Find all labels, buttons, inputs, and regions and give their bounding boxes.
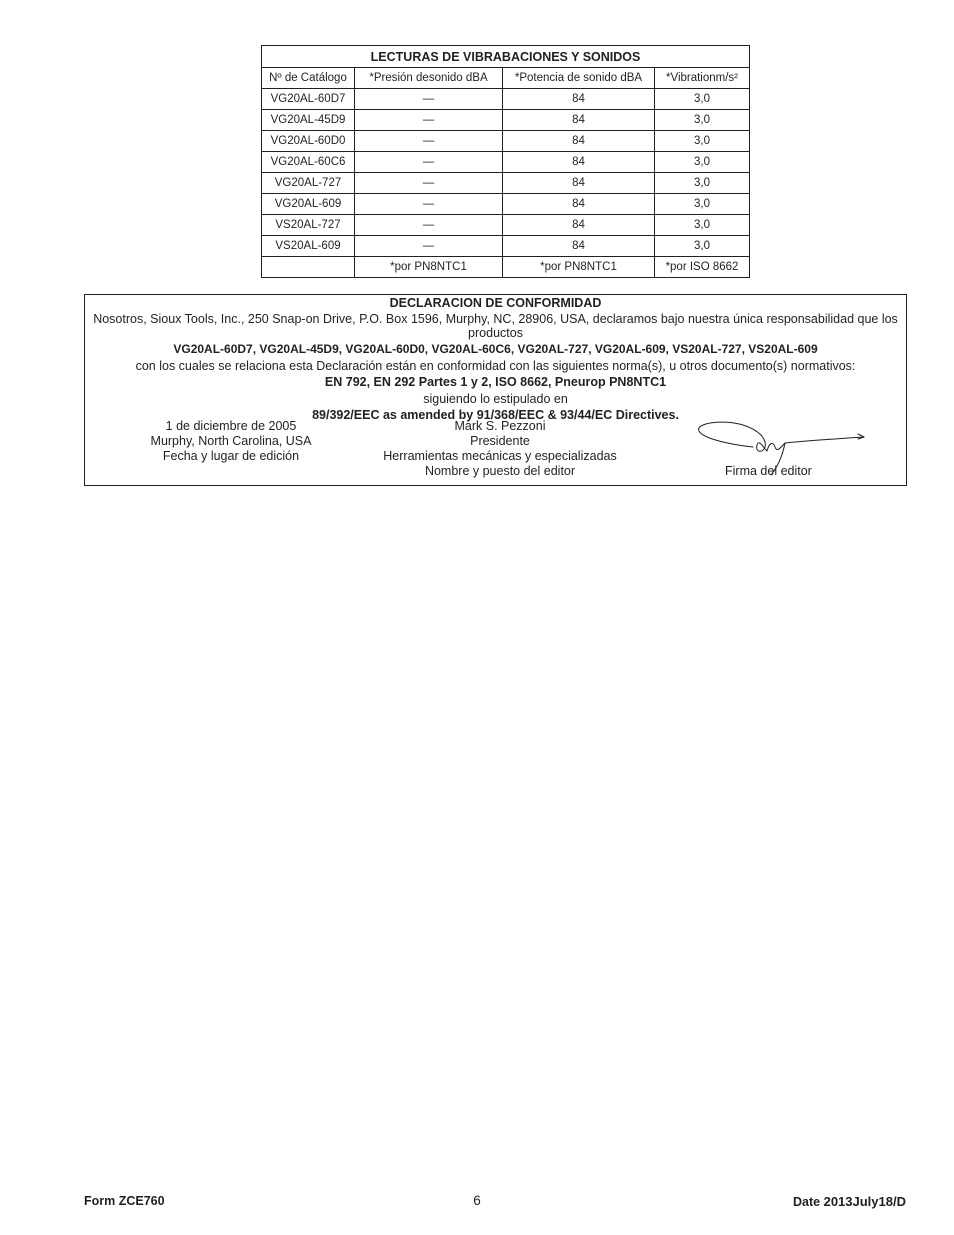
table-row [262, 173, 750, 194]
cell-power: 84 [503, 131, 655, 152]
cell-catalog: VG20AL-60C6 [262, 152, 355, 173]
cell-power: 84 [503, 173, 655, 194]
table-row [262, 131, 750, 152]
table-row [262, 89, 750, 110]
footer-power-standard: *por PN8NTC1 [503, 257, 655, 278]
cell-power: 84 [503, 110, 655, 131]
cell-pressure: — [355, 110, 503, 131]
cell-catalog: VG20AL-609 [262, 194, 355, 215]
cell-pressure: — [355, 194, 503, 215]
table-row [262, 194, 750, 215]
cell-catalog: VS20AL-727 [262, 215, 355, 236]
cell-power: 84 [503, 236, 655, 257]
signature-label: Firma del editor [725, 464, 812, 478]
table-row [262, 236, 750, 257]
cell-power: 84 [503, 215, 655, 236]
table-row [262, 215, 750, 236]
declaration-models: VG20AL-60D7, VG20AL-45D9, VG20AL-60D0, VG20AL-60C6, VG20AL-727, VG20AL-609, VS20AL-727, VS20AL-609 [173, 342, 818, 356]
cell-power: 84 [503, 152, 655, 173]
document-date [793, 1194, 906, 1209]
cell-vibration: 3,0 [655, 110, 750, 131]
cell-catalog: VG20AL-45D9 [262, 110, 355, 131]
header-catalog: Nº de Catálogo [262, 68, 355, 89]
cell-catalog: VG20AL-60D0 [262, 131, 355, 152]
cell-pressure: — [355, 152, 503, 173]
date-place-block [125, 419, 337, 464]
issuer-block [350, 419, 650, 479]
vibration-sound-table [261, 45, 750, 278]
cell-vibration: 3,0 [655, 194, 750, 215]
cell-pressure: — [355, 215, 503, 236]
issue-date: 1 de diciembre de 2005 [165, 419, 297, 433]
cell-vibration: 3,0 [655, 215, 750, 236]
footer-vibration-standard: *por ISO 8662 [655, 257, 750, 278]
cell-vibration: 3,0 [655, 173, 750, 194]
declaration-directives: 89/392/EEC as amended by 91/368/EEC & 93/44/EC Directives. [312, 408, 679, 422]
cell-pressure: — [355, 236, 503, 257]
cell-vibration: 3,0 [655, 89, 750, 110]
declaration-following: siguiendo lo estipulado en [423, 391, 568, 406]
declaration-conformity: con los cuales se relaciona esta Declaración están en conformidad con las siguientes norma(s), u otros documento(s) normativos: [135, 358, 856, 373]
cell-power: 84 [503, 89, 655, 110]
cell-catalog: VS20AL-609 [262, 236, 355, 257]
header-sound-pressure: *Presión desonido dBA [355, 68, 503, 89]
cell-vibration: 3,0 [655, 236, 750, 257]
declaration-intro-continued: productos [468, 326, 523, 340]
header-sound-power: *Potencia de sonido dBA [503, 68, 655, 89]
cell-catalog: VG20AL-60D7 [262, 89, 355, 110]
declaration-of-conformity [84, 294, 907, 486]
date-prefix: Date [793, 1195, 824, 1209]
cell-pressure: — [355, 173, 503, 194]
table-row [262, 152, 750, 173]
date-place-label: Fecha y lugar de edición [162, 449, 300, 463]
issuer-name: Mark S. Pezzoni [454, 419, 546, 433]
issuer-label: Nombre y puesto del editor [424, 464, 576, 478]
table-header-row [262, 68, 750, 89]
cell-catalog: VG20AL-727 [262, 173, 355, 194]
table-title: LECTURAS DE VIBRABACIONES Y SONIDOS [262, 46, 750, 68]
table-row [262, 110, 750, 131]
issue-place: Murphy, North Carolina, USA [150, 434, 312, 448]
issuer-title: Presidente [470, 434, 530, 448]
table-footer-row [262, 257, 750, 278]
page-number: 6 [473, 1193, 481, 1208]
cell-pressure: — [355, 89, 503, 110]
footer-pressure-standard: *por PN8NTC1 [355, 257, 503, 278]
header-vibration: *Vibrationm/s² [655, 68, 750, 89]
issuer-department: Herramientas mecánicas y especializadas [383, 449, 617, 463]
cell-vibration: 3,0 [655, 152, 750, 173]
form-number: Form ZCE760 [84, 1194, 165, 1208]
cell-vibration: 3,0 [655, 131, 750, 152]
footer-empty [262, 257, 355, 278]
cell-power: 84 [503, 194, 655, 215]
date-value: 2013July18/D [823, 1194, 906, 1209]
declaration-intro: Nosotros, Sioux Tools, Inc., 250 Snap-on Drive, P.O. Box 1596, Murphy, NC, 28906, USA, declaramos bajo nuestra única responsabilidad que los [93, 311, 898, 326]
declaration-standards: EN 792, EN 292 Partes 1 y 2, ISO 8662, Pneurop PN8NTC1 [324, 375, 667, 389]
declaration-title: DECLARACION DE CONFORMIDAD [389, 296, 602, 310]
cell-pressure: — [355, 131, 503, 152]
